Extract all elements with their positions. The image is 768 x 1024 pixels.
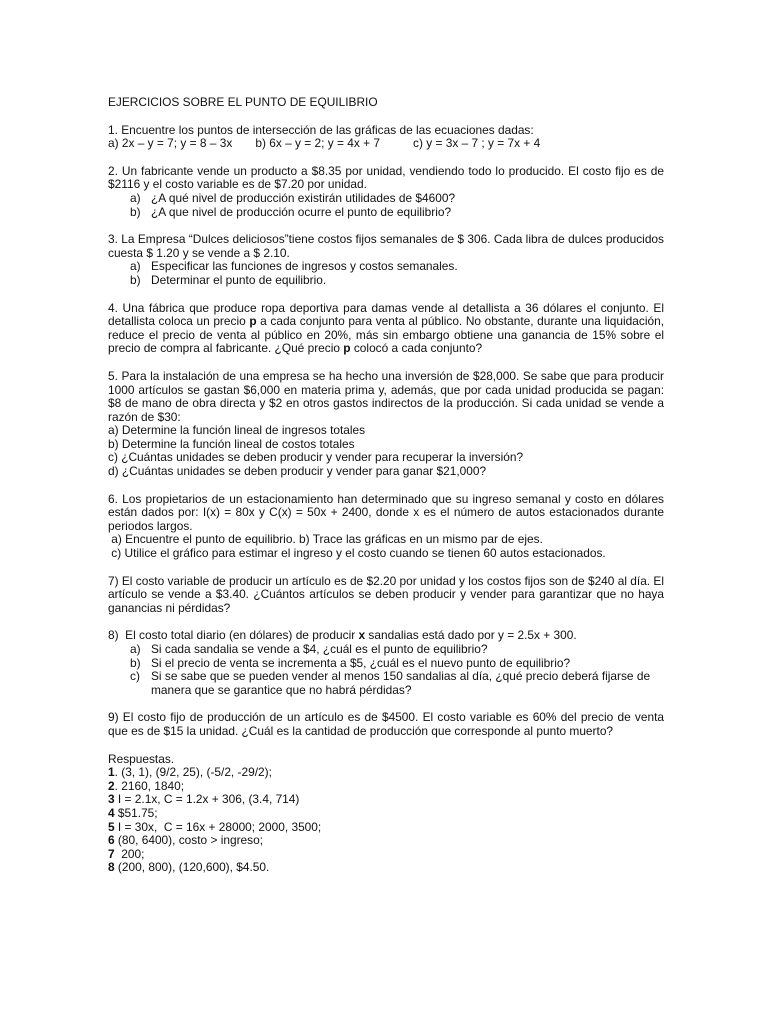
exercise-6-item-c: c) Utilice el gráfico para estimar el ingreso y el costo cuando se tienen 60 autos estacionados. (108, 546, 606, 561)
exercise-1-items: a) 2x – y = 7; y = 8 – 3x b) 6x – y = 2; y = 4x + 7 c) y = 3x – 7 ; y = 7x + 4 (108, 136, 541, 151)
price-variable: p (249, 314, 257, 329)
answer-number: 7 (108, 846, 115, 861)
answers-heading: Respuestas. (108, 751, 175, 766)
answer-text: I = 30x, C = 16x + 28000; 2000, 3500; (114, 819, 322, 834)
answer-text: (80, 6400), costo > ingreso; (114, 833, 264, 848)
answer-row-1 (108, 766, 664, 780)
exercise-7 (108, 575, 664, 616)
exercise-9 (108, 711, 664, 738)
answer-number: 3 (108, 792, 115, 807)
exercise-4-text-middle: a cada conjunto para venta al público. No obstante, durante una liquidación, reduce el precio de venta al público en 20%, más sin embargo obtiene una ganancia de 15% sobre el precio de compra al fabricante. ¿Qué precio (108, 314, 664, 356)
answer-row-2 (108, 780, 664, 794)
answer-row-4 (108, 807, 664, 821)
exercise-8-item-b (130, 657, 664, 671)
answer-text: . 2160, 1840; (114, 778, 185, 793)
exercise-2-question: 2. Un fabricante vende un producto a $8.35 por unidad, vendiendo todo lo producido. El costo fijo es de $2116 y el costo variable es de $7.20 por unidad. (108, 163, 664, 192)
answer-number: 2 (108, 778, 115, 793)
exercise-6 (108, 493, 664, 561)
exercise-8-text-start: 8) El costo total diario (en dólares) de producir (108, 628, 359, 643)
answer-row-8 (108, 861, 664, 875)
item-text: Si se sabe que se pueden vender al menos 150 sandalias al día, ¿qué precio deberá fijarse de manera que se garantice que no habrá pérdidas? (151, 669, 651, 697)
answers-section (108, 753, 664, 875)
item-text: ¿A qué nivel de producción existirán utilidades de $4600? (151, 190, 456, 205)
exercise-6-items-ab: a) Encuentre el punto de equilibrio. b) Trace las gráficas en un mismo par de ejes. (108, 532, 543, 547)
exercise-5-question: 5. Para la instalación de una empresa se ha hecho una inversión de $28,000. Se sabe que para producir 1000 artículos se gastan $6,000 en materia prima y, además, que por cada unidad producida se pagan: $8 de mano de obra directa y $2 en otros gastos indirectos de la producción. Si cada unidad se vende a razón de $30: (108, 368, 664, 424)
exercise-8 (108, 629, 664, 697)
exercise-3-item-a (130, 260, 664, 274)
exercise-4 (108, 302, 664, 356)
answer-text: $51.75; (114, 805, 158, 820)
answer-number: 1 (108, 765, 115, 780)
exercise-2-item-a (130, 192, 664, 206)
exercise-4-text-start: 4. Una fábrica que produce ropa deportiva para damas vende al detallista a 36 dólares el conjunto. El detallista coloca un precio (108, 300, 664, 329)
exercise-7-question: 7) El costo variable de producir un artículo es de $2.20 por unidad y los costos fijos son de $240 al día. El artículo se vende a $3.40. ¿Cuántos artículos se deben producir y vender para garantizar que no haya ganancias ni pérdidas? (108, 573, 664, 615)
item-text: ¿A que nivel de producción ocurre el punto de equilibrio? (151, 204, 452, 219)
exercise-2 (108, 165, 664, 219)
answer-text: (200, 800), (120,600), $4.50. (114, 860, 270, 875)
answer-text: I = 2.1x, C = 1.2x + 306, (3.4, 714) (114, 792, 300, 807)
exercise-3 (108, 233, 664, 287)
answer-number: 6 (108, 833, 115, 848)
exercise-8-item-a (130, 643, 664, 657)
price-variable: p (343, 341, 351, 356)
document-title: EJERCICIOS SOBRE EL PUNTO DE EQUILIBRIO (108, 95, 378, 109)
answer-row-6 (108, 834, 664, 848)
exercise-5-item-c: c) ¿Cuántas unidades se deben producir y vender para recuperar la inversión? (108, 450, 524, 465)
answer-number: 8 (108, 860, 115, 875)
exercise-5-item-b: b) Determine la función lineal de costos totales (108, 436, 355, 451)
item-text: Especificar las funciones de ingresos y costos semanales. (151, 259, 458, 274)
exercise-4-question (108, 302, 664, 356)
answer-text: . (3, 1), (9/2, 25), (-5/2, -29/2); (114, 765, 272, 780)
document-page (108, 96, 664, 875)
item-label: a) (130, 190, 141, 205)
item-text: Si el precio de venta se incrementa a $5, ¿cuál es el nuevo punto de equilibrio? (151, 655, 571, 670)
answer-number: 4 (108, 805, 115, 820)
exercise-5 (108, 370, 664, 479)
answer-text: 200; (114, 846, 145, 861)
exercise-4-text-end: colocó a cada conjunto? (350, 341, 483, 356)
exercise-8-question (108, 629, 664, 643)
exercise-1 (108, 124, 664, 151)
item-label: b) (130, 655, 141, 670)
exercise-9-question: 9) El costo fijo de producción de un artículo es de $4500. El costo variable es 60% del precio de venta que es de $15 la unidad. ¿Cuál es la cantidad de producción que corresponde al punto muerto? (108, 710, 664, 738)
exercise-1-question: 1. Encuentre los puntos de intersección de las gráficas de las ecuaciones dadas: (108, 122, 534, 137)
exercise-3-question: 3. La Empresa “Dulces deliciosos”tiene costos fijos semanales de $ 306. Cada libra de dulces producidos cuesta $ 1.20 y se vende a $ 2.10. (108, 232, 664, 260)
answer-number: 5 (108, 819, 115, 834)
item-label: a) (130, 642, 141, 656)
exercise-8-text-end: sandalias está dado por y = 2.5x + 300. (365, 628, 577, 643)
answer-row-7 (108, 848, 664, 862)
item-label: c) (130, 669, 140, 684)
exercise-5-item-d: d) ¿Cuántas unidades se deben producir y vender para ganar $21,000? (108, 464, 487, 479)
exercise-3-item-b (130, 274, 664, 288)
exercise-8-item-c (130, 670, 664, 697)
item-label: a) (130, 259, 141, 274)
item-text: Determinar el punto de equilibrio. (151, 272, 327, 287)
answer-row-5 (108, 821, 664, 835)
item-label: b) (130, 204, 141, 219)
item-label: b) (130, 272, 141, 287)
item-text: Si cada sandalia se vende a $4, ¿cuál es el punto de equilibrio? (151, 642, 488, 656)
exercise-2-item-b (130, 206, 664, 220)
exercise-6-question: 6. Los propietarios de un estacionamiento han determinado que su ingreso semanal y costo en dólares están dados por: I(x) = 80x y C(x) = 50x + 2400, donde x es el número de autos estacionados durante periodos largos. (108, 491, 664, 533)
exercise-5-item-a: a) Determine la función lineal de ingresos totales (108, 423, 366, 438)
quantity-variable: x (358, 628, 366, 643)
answer-row-3 (108, 793, 664, 807)
